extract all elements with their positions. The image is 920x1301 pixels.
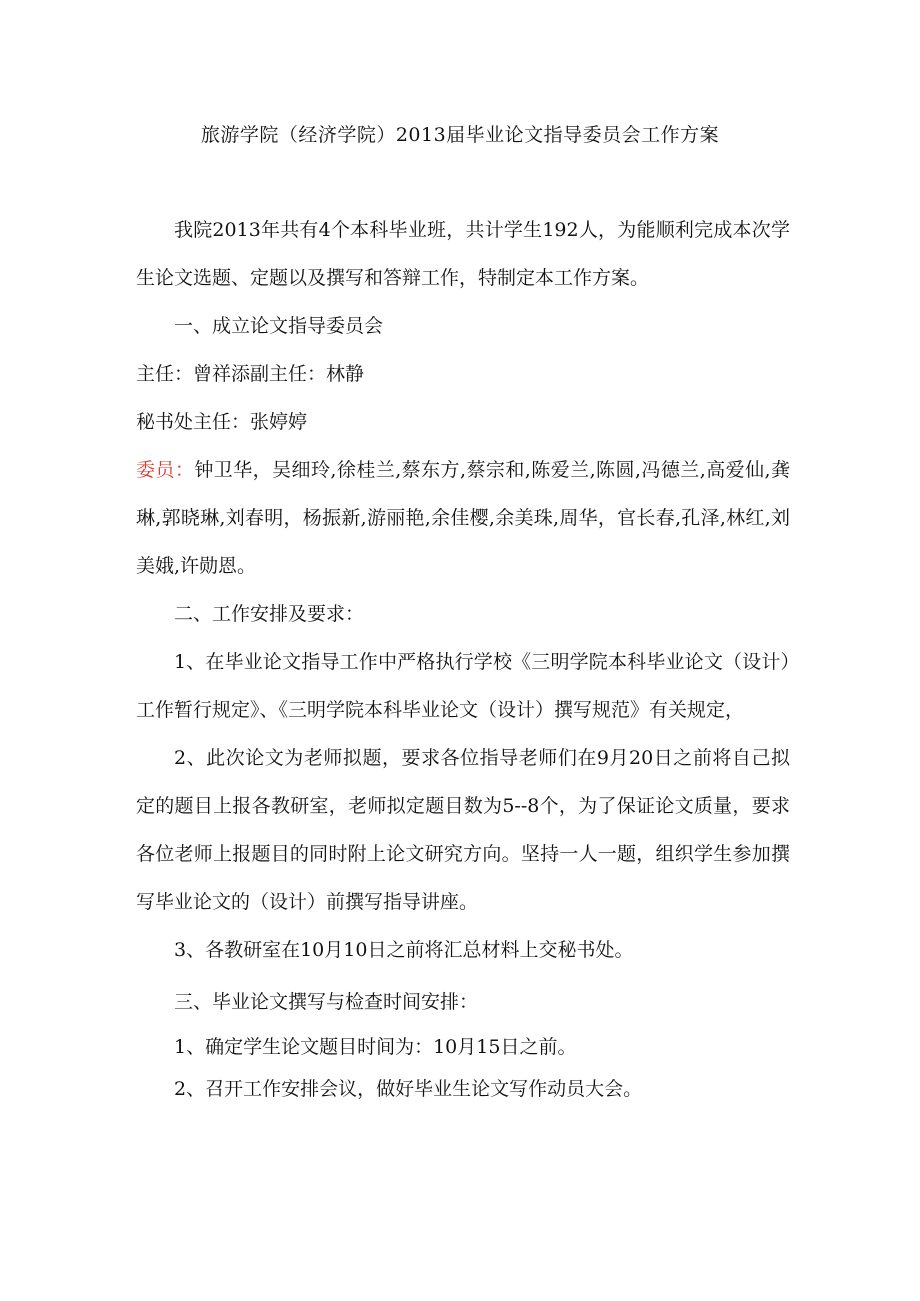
- members-paragraph: [136, 446, 790, 590]
- section-3-item-2: 2、召开工作安排会议，做好毕业生论文写作动员大会。: [174, 1078, 643, 1100]
- members-label: 委员：: [136, 459, 195, 481]
- section-2-heading: 二、工作安排及要求：: [174, 603, 365, 625]
- section-3-item-1: 1、确定学生论文题目时间为：10月15日之前。: [174, 1036, 577, 1058]
- section-2-item-2: 2、此次论文为老师拟题，要求各位指导老师们在9月20日之前将自己拟定的题目上报各教研室，老师拟定题目数为5--8个，为了保证论文质量，要求各位老师上报题目的同时附上论文研究方向。坚持一人一题，组织学生参加撰写毕业论文的（设计）前撰写指导讲座。: [136, 747, 790, 913]
- director-line: 主任：曾祥添副主任：林静: [136, 363, 365, 385]
- members-list: 钟卫华，吴细玲,徐桂兰,蔡东方,蔡宗和,陈爱兰,陈圆,冯德兰,高爱仙,龚琳,郭晓琳,刘春明，杨振新,游丽艳,余佳樱,余美珠,周华，官长春,孔泽,林红,刘美娥,许勋恩。: [136, 459, 790, 577]
- document-body: [136, 206, 790, 1110]
- section-1-heading: 一、成立论文指导委员会: [174, 315, 384, 337]
- section-2-item-1: 1、在毕业论文指导工作中严格执行学校《三明学院本科毕业论文（设计）工作暂行规定》、《三明学院本科毕业论文（设计）撰写规范》有关规定，: [136, 651, 790, 721]
- section-2-item-3: 3、各教研室在10月10日之前将汇总材料上交秘书处。: [174, 939, 634, 961]
- intro-paragraph: 我院2013年共有4个本科毕业班，共计学生192人，为能顺利完成本次学生论文选题、定题以及撰写和答辩工作，特制定本工作方案。: [136, 219, 790, 289]
- section-3-heading: 三、毕业论文撰写与检查时间安排：: [174, 991, 479, 1013]
- document-title: 旅游学院（经济学院）2013届毕业论文指导委员会工作方案: [200, 124, 720, 146]
- secretary-line: 秘书处主任：张婷婷: [136, 411, 308, 433]
